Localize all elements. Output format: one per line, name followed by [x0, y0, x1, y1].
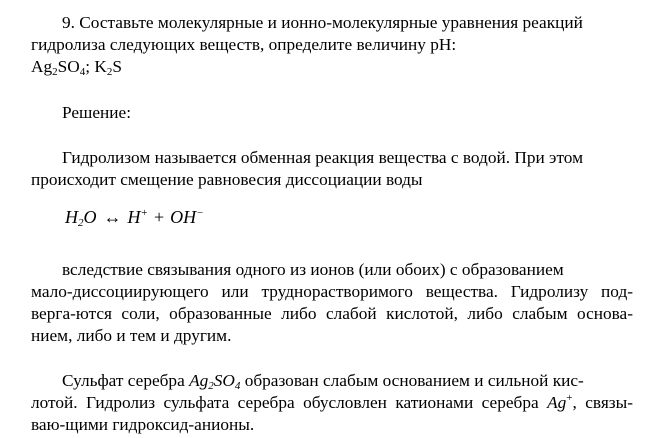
task-line-2: гидролиза следующих веществ, определите величину pH:: [31, 35, 457, 54]
task-line-1: 9. Составьте молекулярные и ионно-молекулярные уравнения реакций: [62, 13, 583, 32]
para2-line-3: верга-ются соли, образованные либо слабой кислотой, либо слабым основа-: [31, 304, 633, 323]
para1-line-1: Гидролизом называется обменная реакция вещества с водой. При этом: [62, 148, 584, 167]
para1-line-2: происходит смещение равновесия диссоциации воды: [31, 170, 423, 189]
para3-line-1: Сульфат серебра $Ag_2SO_4$ образован слабым основанием и сильной кис-: [62, 371, 584, 392]
water-dissociation-equation: $H_2O$ ↔ H+ + OH−: [65, 207, 204, 229]
task-substances: $Ag_2SO_4$; $K_2S$: [31, 57, 122, 78]
solution-heading: Решение:: [62, 103, 131, 122]
para3-line-2: лотой. Гидролиз сульфата серебра обусловлен катионами серебра Ag+, связы-: [31, 392, 633, 412]
para3-line-3: ваю-щими гидроксид-анионы.: [31, 415, 255, 434]
para2-line-1: вследствие связывания одного из ионов (или обоих) с образованием: [62, 260, 564, 279]
para2-line-4: нием, либо и тем и другим.: [31, 326, 232, 345]
para2-line-2: мало-диссоциирующего или труднорастворимого вещества. Гидролизу под-: [31, 282, 633, 301]
